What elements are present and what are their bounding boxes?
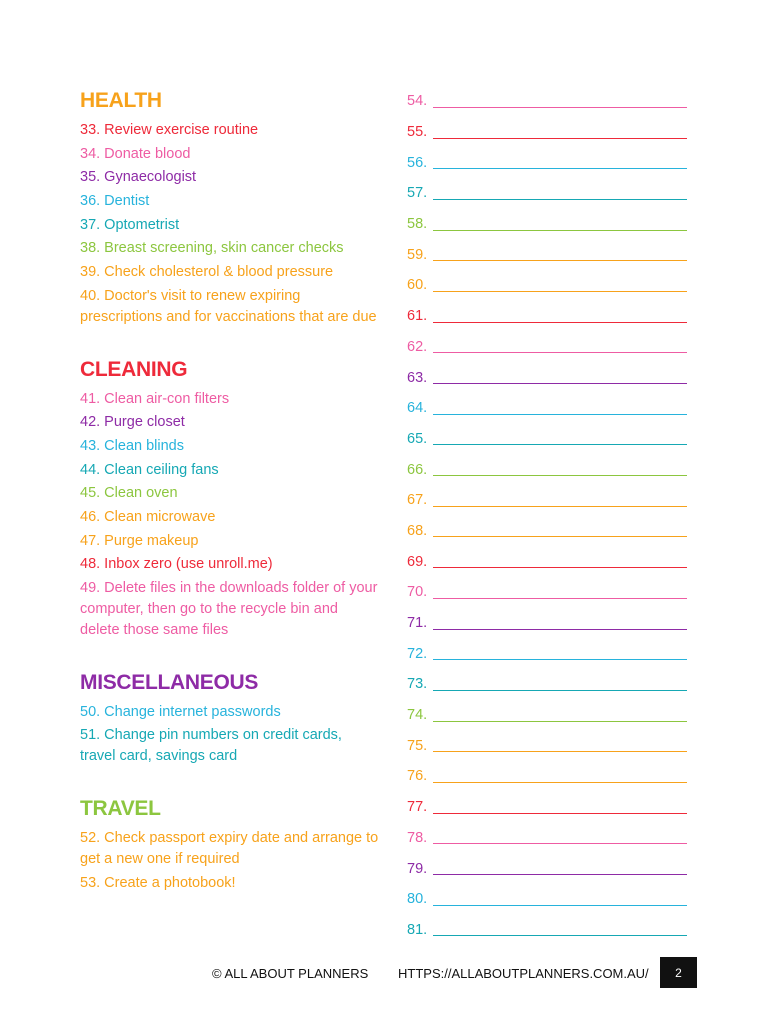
write-in-line[interactable] [433, 95, 687, 108]
blank-line-row [407, 301, 687, 332]
line-number: 77. [407, 799, 428, 816]
write-in-line[interactable] [433, 432, 687, 445]
checklist-item: 53. Create a photobook! [80, 874, 236, 891]
line-number: 59. [407, 246, 428, 263]
blank-line-row [407, 454, 687, 485]
checklist-item: 38. Breast screening, skin cancer checks [80, 240, 344, 257]
write-in-line[interactable] [433, 126, 687, 139]
checklist-item: 49. Delete files in the downloads folder of your computer, then go to the recycle bin and delete those same files [80, 580, 378, 638]
blank-line-row [407, 332, 687, 363]
line-number: 81. [407, 921, 428, 938]
copyright-text: © ALL ABOUT PLANNERS [212, 966, 369, 981]
write-in-line[interactable] [433, 831, 687, 844]
blank-line-row [407, 424, 687, 455]
blank-line-row [407, 853, 687, 884]
blank-line-row [407, 577, 687, 608]
blank-line-row [407, 209, 687, 240]
write-in-line[interactable] [433, 310, 687, 323]
write-in-line[interactable] [433, 371, 687, 384]
write-in-line[interactable] [433, 586, 687, 599]
line-number: 66. [407, 461, 428, 478]
blank-line-row [407, 546, 687, 577]
write-in-line[interactable] [433, 617, 687, 630]
checklist-item: 40. Doctor's visit to renew expiring prescriptions and for vaccinations that are due [80, 287, 377, 325]
page-number: 2 [675, 965, 682, 980]
section-heading: TRAVEL [80, 797, 161, 821]
write-in-line[interactable] [433, 893, 687, 906]
blank-line-row [407, 669, 687, 700]
line-number: 78. [407, 829, 428, 846]
blank-line-row [407, 730, 687, 761]
section-cleaning [80, 357, 380, 670]
checklist-item: 43. Clean blinds [80, 437, 184, 454]
page-footer [0, 963, 770, 985]
checklist-item: 35. Gynaecologist [80, 169, 197, 186]
line-number: 76. [407, 768, 428, 785]
blank-lines-column [407, 86, 687, 945]
line-number: 67. [407, 492, 428, 509]
blank-line-row [407, 362, 687, 393]
blank-line-row [407, 700, 687, 731]
checklist-item: 52. Check passport expiry date and arrange to get a new one if required [80, 830, 379, 868]
write-in-line[interactable] [433, 279, 687, 292]
write-in-line[interactable] [433, 402, 687, 415]
write-in-line[interactable] [433, 248, 687, 261]
checklist-item: 45. Clean oven [80, 485, 178, 502]
line-number: 69. [407, 553, 428, 570]
section-health [80, 88, 380, 357]
line-number: 63. [407, 369, 428, 386]
line-number: 65. [407, 430, 428, 447]
write-in-line[interactable] [433, 770, 687, 783]
checklist-item: 48. Inbox zero (use unroll.me) [80, 556, 273, 573]
write-in-line[interactable] [433, 678, 687, 691]
blank-line-row [407, 270, 687, 301]
blank-line-row [407, 239, 687, 270]
line-number: 70. [407, 584, 428, 601]
page-number-badge [660, 957, 697, 988]
line-number: 56. [407, 154, 428, 171]
write-in-line[interactable] [433, 340, 687, 353]
checklist-item: 46. Clean microwave [80, 508, 216, 525]
write-in-line[interactable] [433, 923, 687, 936]
line-number: 61. [407, 308, 428, 325]
write-in-line[interactable] [433, 524, 687, 537]
blank-line-row [407, 393, 687, 424]
blank-line-row [407, 147, 687, 178]
line-number: 72. [407, 645, 428, 662]
blank-line-row [407, 884, 687, 915]
line-number: 71. [407, 615, 428, 632]
line-number: 58. [407, 216, 428, 233]
blank-line-row [407, 915, 687, 946]
blank-line-row [407, 792, 687, 823]
line-number: 62. [407, 338, 428, 355]
write-in-line[interactable] [433, 218, 687, 231]
checklist-item: 34. Donate blood [80, 145, 191, 162]
write-in-line[interactable] [433, 801, 687, 814]
blank-line-row [407, 178, 687, 209]
checklist-item: 37. Optometrist [80, 216, 180, 233]
write-in-line[interactable] [433, 494, 687, 507]
line-number: 54. [407, 93, 428, 110]
section-heading: MISCELLANEOUS [80, 670, 259, 694]
blank-line-row [407, 485, 687, 516]
blank-line-row [407, 117, 687, 148]
blank-line-row [407, 516, 687, 547]
blank-line-row [407, 86, 687, 117]
line-number: 79. [407, 860, 428, 877]
line-number: 55. [407, 124, 428, 141]
write-in-line[interactable] [433, 187, 687, 200]
line-number: 57. [407, 185, 428, 202]
write-in-line[interactable] [433, 156, 687, 169]
line-number: 80. [407, 891, 428, 908]
checklist-item: 51. Change pin numbers on credit cards, travel card, savings card [80, 727, 342, 765]
section-heading: HEALTH [80, 89, 162, 112]
blank-line-row [407, 638, 687, 669]
checklist-item: 33. Review exercise routine [80, 122, 259, 138]
section-heading: CLEANING [80, 357, 188, 381]
checklist-item: 47. Purge makeup [80, 532, 199, 549]
write-in-line[interactable] [433, 555, 687, 568]
checklist-item: 42. Purge closet [80, 414, 185, 431]
write-in-line[interactable] [433, 862, 687, 875]
line-number: 68. [407, 522, 428, 539]
checklist-item: 44. Clean ceiling fans [80, 461, 219, 478]
blank-line-row [407, 761, 687, 792]
checklist-column [80, 88, 380, 896]
checklist-item: 50. Change internet passwords [80, 703, 281, 720]
checklist-item: 36. Dentist [80, 193, 150, 210]
line-number: 60. [407, 277, 428, 294]
blank-line-row [407, 608, 687, 639]
checklist-item: 39. Check cholesterol & blood pressure [80, 264, 334, 281]
line-number: 74. [407, 707, 428, 724]
write-in-line[interactable] [433, 709, 687, 722]
section-miscellaneous [80, 670, 380, 796]
checklist-item: 41. Clean air-con filters [80, 390, 230, 407]
write-in-line[interactable] [433, 739, 687, 752]
line-number: 73. [407, 676, 428, 693]
section-travel [80, 796, 380, 894]
line-number: 64. [407, 400, 428, 417]
write-in-line[interactable] [433, 647, 687, 660]
line-number: 75. [407, 737, 428, 754]
website-url: HTTPS://ALLABOUTPLANNERS.COM.AU/ [398, 966, 649, 981]
blank-line-row [407, 823, 687, 854]
write-in-line[interactable] [433, 463, 687, 476]
